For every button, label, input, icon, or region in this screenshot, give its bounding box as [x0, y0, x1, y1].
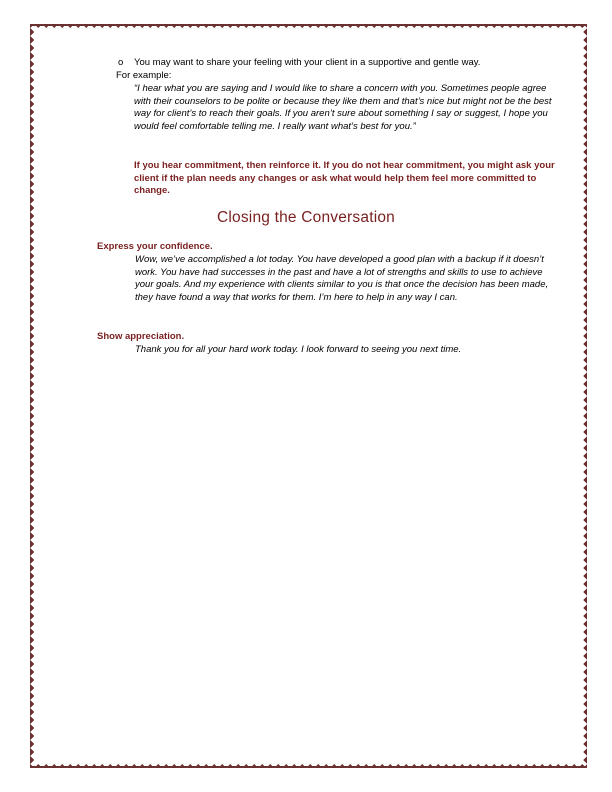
confidence-body: Wow, we’ve accomplished a lot today. You have developed a good plan with a backup if it doesn’t work. You have had successes in the past and have a lot of strengths and skills to use to achieve your goals. And my experience with clients similar to you is that once the decision has been made, they have found a way that works for them. I’m here to help in any way I can. — [135, 254, 549, 303]
page-border-left — [30, 24, 38, 768]
page-border-line-bottom — [30, 766, 587, 768]
appreciation-body: Thank you for all your hard work today. I look forward to seeing you next time. — [135, 344, 462, 355]
page-border-line-top — [30, 24, 587, 26]
bullet-item — [118, 57, 558, 70]
appreciation-heading: Show appreciation. — [97, 331, 185, 342]
reinforce-instruction: If you hear commitment, then reinforce it. If you do not hear commitment, you might ask your client if the plan needs any changes or ask what would help them feel more committed to change. — [134, 160, 555, 196]
bullet-marker: o — [118, 57, 124, 68]
example-quote: “I hear what you are saying and I would like to share a concern with you. Sometimes people agree with their counselors to be polite or because they like them and that’s nice but might not be the best way for client’s to reach their goals. If you aren’t sure about something I say or suggest, I hope you would feel comfortable telling me. I really want what’s best for you.” — [134, 83, 552, 132]
for-example-label: For example: — [116, 70, 172, 81]
bullet-text: You may want to share your feeling with your client in a supportive and gentle way. — [134, 57, 481, 68]
section-title: Closing the Conversation — [217, 209, 395, 226]
page-border-right — [579, 24, 587, 768]
confidence-heading: Express your confidence. — [97, 241, 213, 252]
